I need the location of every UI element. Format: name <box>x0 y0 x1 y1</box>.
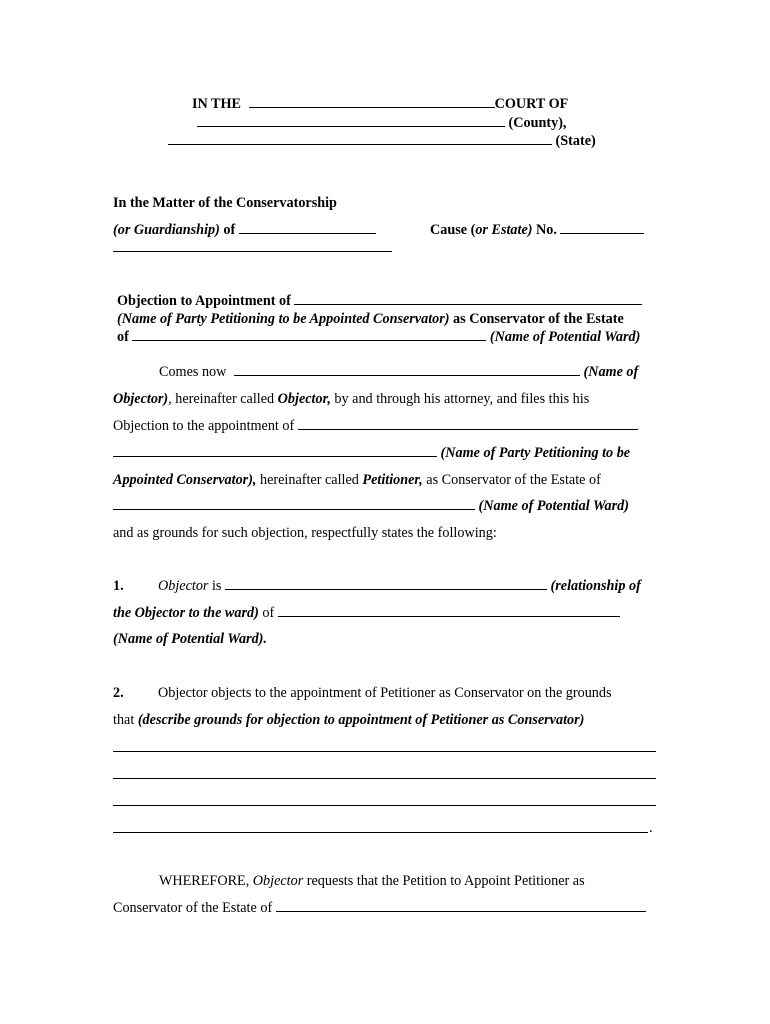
item-1-line-3: (Name of Potential Ward). <box>113 631 267 647</box>
matter-line-1: In the Matter of the Conservatorship <box>113 195 337 211</box>
relationship-of-label: (relationship of <box>550 578 641 594</box>
grounds-line-4[interactable] <box>113 832 648 833</box>
title-line-1 <box>117 292 642 310</box>
intro-line-7: and as grounds for such objection, respectfully states the following: <box>113 525 497 541</box>
item-1-of: of <box>262 605 275 621</box>
hereinafter-text: , hereinafter called <box>168 391 275 407</box>
cause-number-blank[interactable] <box>560 221 644 234</box>
objection-to-appointment-label: Objection to Appointment of <box>117 293 291 309</box>
ward-name-blank[interactable] <box>239 221 376 234</box>
intro-line-5 <box>113 471 601 489</box>
cause-number <box>430 221 644 239</box>
relationship-blank[interactable] <box>225 577 547 590</box>
matter-ward-blank-line-2[interactable] <box>113 251 392 252</box>
objection-to-appointment-text: Objection to the appointment of <box>113 418 295 434</box>
objector-name-title-blank[interactable] <box>294 292 642 305</box>
wherefore-requests-text: requests that the Petition to Appoint Petitioner as <box>306 873 585 889</box>
name-of-party-petitioning-label: (Name of Party Petitioning to be <box>440 445 631 461</box>
court-name-blank[interactable] <box>249 95 495 108</box>
matter-line-2 <box>113 221 376 239</box>
item-1-objector: Objector <box>158 578 209 594</box>
cause-label: Cause ( <box>430 222 476 238</box>
objector-label: Objector) <box>113 391 169 407</box>
potential-ward-blank[interactable] <box>113 497 475 510</box>
name-of-label: (Name of <box>583 364 639 380</box>
grounds-period: . <box>649 820 653 836</box>
intro-line-3 <box>113 417 638 435</box>
wherefore-objector: Objector <box>252 873 304 889</box>
wherefore-line-2 <box>113 899 646 917</box>
by-and-through-text: by and through his attorney, and files this his <box>334 391 590 407</box>
in-the-label: IN THE <box>192 96 242 112</box>
title-line-2 <box>117 310 624 328</box>
item-1-line-2 <box>113 604 620 622</box>
court-header-line-3 <box>168 132 596 150</box>
conservator-of-estate-label: as Conservator of the Estate <box>453 311 624 327</box>
as-conservator-text: as Conservator of the Estate of <box>426 472 601 488</box>
or-guardianship-label: (or Guardianship) <box>113 222 220 238</box>
state-blank[interactable] <box>168 132 552 145</box>
wherefore-word: WHEREFORE, <box>159 873 250 889</box>
item-1-number: 1. <box>113 578 124 594</box>
title-line-3 <box>117 328 640 346</box>
court-of-label: COURT OF <box>494 96 569 112</box>
potential-ward-label: (Name of Potential Ward) <box>489 329 641 345</box>
state-label: (State) <box>555 133 596 149</box>
court-header-line-2 <box>197 114 566 132</box>
cause-or-estate-label: or Estate) <box>475 222 533 238</box>
intro-line-4 <box>113 444 630 462</box>
county-label: (County), <box>508 115 567 131</box>
comes-now-text: Comes now <box>159 364 227 380</box>
wherefore-line-1 <box>159 872 585 890</box>
wherefore-estate-of-text: Conservator of the Estate of <box>113 900 273 916</box>
party-petitioning-label: (Name of Party Petitioning to be Appointed Conservator) <box>117 311 450 327</box>
item-2-that: that <box>113 712 135 728</box>
intro-line-6 <box>113 497 629 515</box>
item-2-text: Objector objects to the appointment of Petitioner as Conservator on the grounds <box>158 685 612 701</box>
item-1-line-1 <box>113 577 641 595</box>
item-2-number: 2. <box>113 685 124 701</box>
intro-potential-ward-label: (Name of Potential Ward) <box>478 498 629 514</box>
wherefore-ward-blank[interactable] <box>276 899 646 912</box>
ward-name-title-blank[interactable] <box>132 328 486 341</box>
petitioner-word: Petitioner, <box>362 472 423 488</box>
intro-line-1 <box>159 363 638 381</box>
item-1-is: is <box>211 578 222 594</box>
matter-of-label: of <box>223 222 236 238</box>
grounds-line-3[interactable] <box>113 805 656 806</box>
intro-line-2 <box>113 390 589 408</box>
cause-no-label: No. <box>536 222 557 238</box>
grounds-line-2[interactable] <box>113 778 656 779</box>
county-blank[interactable] <box>197 114 505 127</box>
objector-name-blank[interactable] <box>234 363 580 376</box>
title-of-label: of <box>117 329 129 345</box>
item-2-line-2 <box>113 711 584 729</box>
petitioning-party-blank[interactable] <box>298 417 638 430</box>
court-header-line-1 <box>192 95 568 113</box>
appointed-conservator-label: Appointed Conservator), <box>113 472 257 488</box>
item-1-ward-blank[interactable] <box>278 604 620 617</box>
describe-grounds-label: (describe grounds for objection to appointment of Petitioner as Conservator) <box>137 712 585 728</box>
item-2-line-1 <box>113 684 612 702</box>
hereinafter-2-text: hereinafter called <box>260 472 359 488</box>
grounds-line-1[interactable] <box>113 751 656 752</box>
objector-word: Objector, <box>277 391 331 407</box>
petitioning-party-blank-2[interactable] <box>113 444 437 457</box>
objector-to-ward-label: the Objector to the ward) <box>113 605 259 621</box>
